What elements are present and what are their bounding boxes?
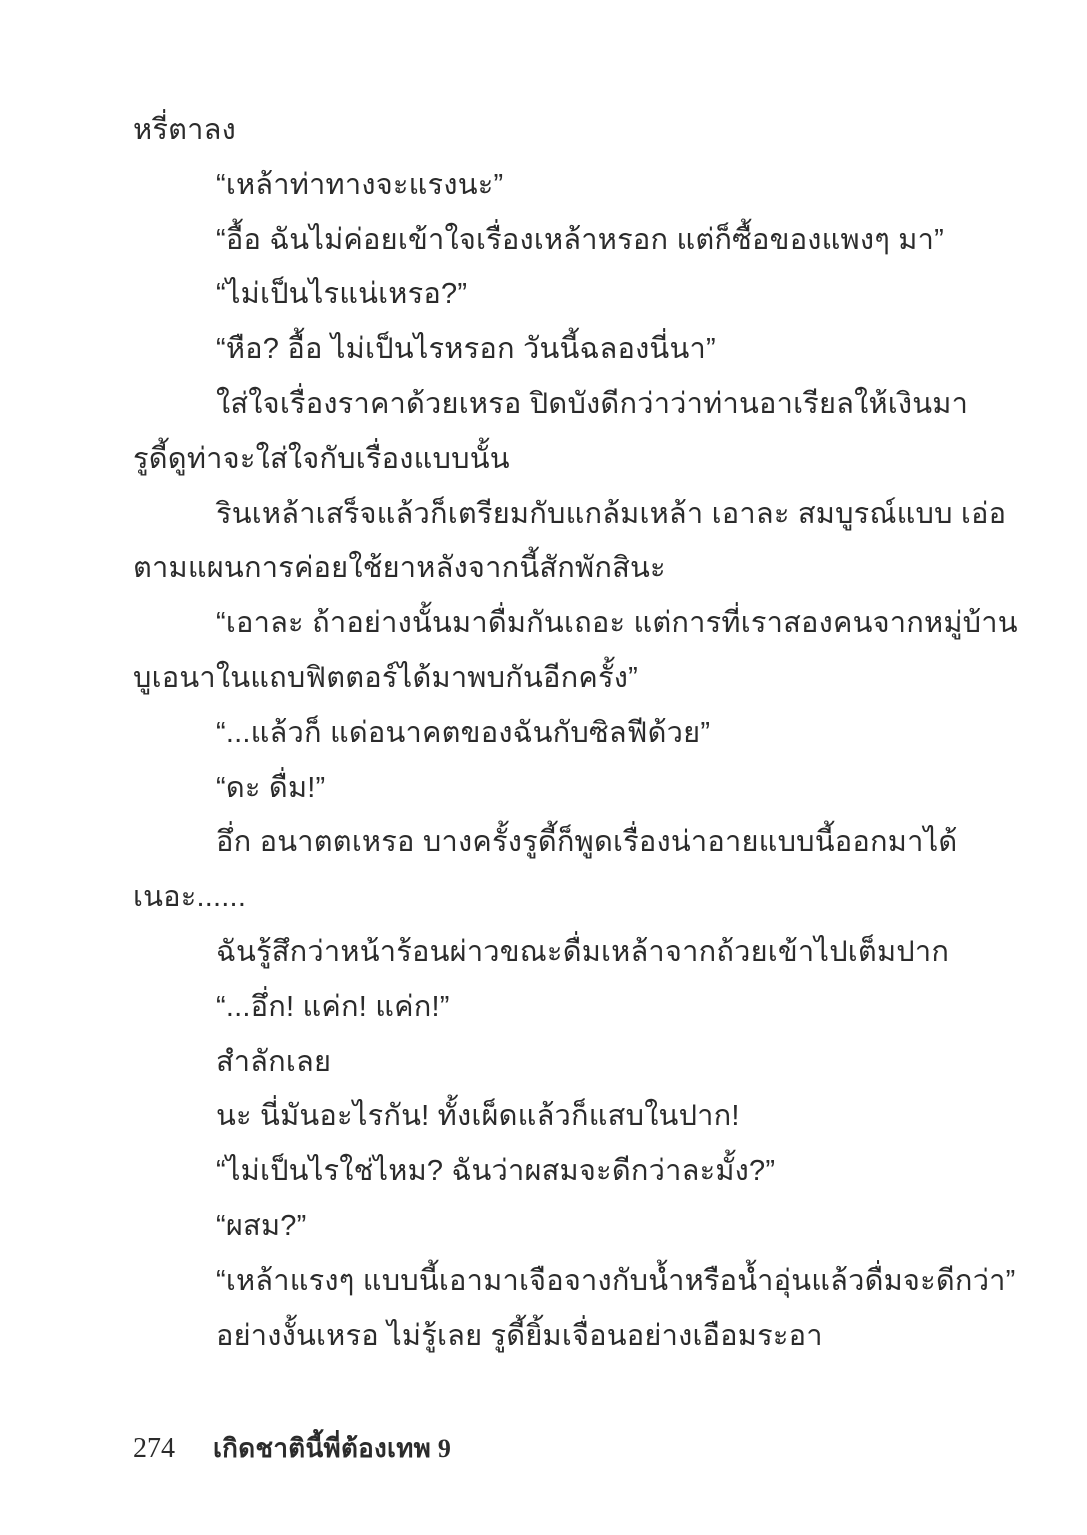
text-line: “ไม่เป็นไรแน่เหรอ?” [216,278,468,311]
text-line: ตามแผนการค่อยใช้ยาหลังจากนี้สักพักสินะ [133,552,666,585]
text-line: “...แล้วก็ แด่อนาคตของฉันกับซิลฟีด้วย” [216,716,711,749]
text-line: รินเหล้าเสร็จแล้วก็เตรียมกับแกล้มเหล้า เอาละ สมบูรณ์แบบ เอ่อ [216,497,1007,530]
text-line: ใส่ใจเรื่องราคาด้วยเหรอ ปิดบังดีกว่าว่าท่านอาเรียลให้เงินมา [216,387,969,420]
page-footer [133,1428,451,1469]
text-line: อย่างงั้นเหรอ ไม่รู้เลย รูดี้ยิ้มเจื่อนอย่างเอือมระอา [216,1319,823,1352]
text-line: “เอาละ ถ้าอย่างนั้นมาดื่มกันเถอะ แต่การที่เราสองคนจากหมู่บ้าน [216,607,1018,640]
text-line: ฉันรู้สึกว่าหน้าร้อนผ่าวขณะดื่มเหล้าจากถ้วยเข้าไปเต็มปาก [216,935,950,968]
text-line: “เหล้าท่าทางจะแรงนะ” [216,168,504,201]
page-number: 274 [133,1433,175,1464]
text-line: “หือ? อื้อ ไม่เป็นไรหรอก วันนี้ฉลองนี่นา” [216,333,716,366]
book-title: เกิดชาตินี้พี่ต้องเทพ 9 [213,1434,452,1463]
text-line: “ไม่เป็นไรใช่ไหม? ฉันว่าผสมจะดีกว่าละมั้ง?” [216,1155,776,1188]
text-line: “...อึ่ก! แค่ก! แค่ก!” [216,990,450,1023]
text-line: อึ่ก อนาตตเหรอ บางครั้งรูดี้ก็พูดเรื่องน่าอายแบบนี้ออกมาได้ [216,826,958,859]
text-line: เนอะ...... [133,881,247,914]
text-line: “เหล้าแรงๆ แบบนี้เอามาเจือจางกับน้ำหรือน้ำอุ่นแล้วดื่มจะดีกว่า” [216,1264,1016,1297]
text-line: รูดี้ดูท่าจะใส่ใจกับเรื่องแบบนั้น [133,442,510,475]
page-text-block [133,103,1018,1363]
text-line: สำลักเลย [216,1045,332,1078]
text-line: นะ นี่มันอะไรกัน! ทั้งเผ็ดแล้วก็แสบในปาก! [216,1100,740,1133]
text-line: หรี่ตาลง [133,114,236,146]
text-line: “อื้อ ฉันไม่ค่อยเข้าใจเรื่องเหล้าหรอก แต่ก็ซื้อของแพงๆ มา” [216,223,944,256]
text-line: บูเอนาในแถบฟิตตอร์ได้มาพบกันอีกครั้ง” [133,661,638,694]
text-line: “ดะ ดื่ม!” [216,771,326,804]
text-line: “ผสม?” [216,1209,307,1242]
